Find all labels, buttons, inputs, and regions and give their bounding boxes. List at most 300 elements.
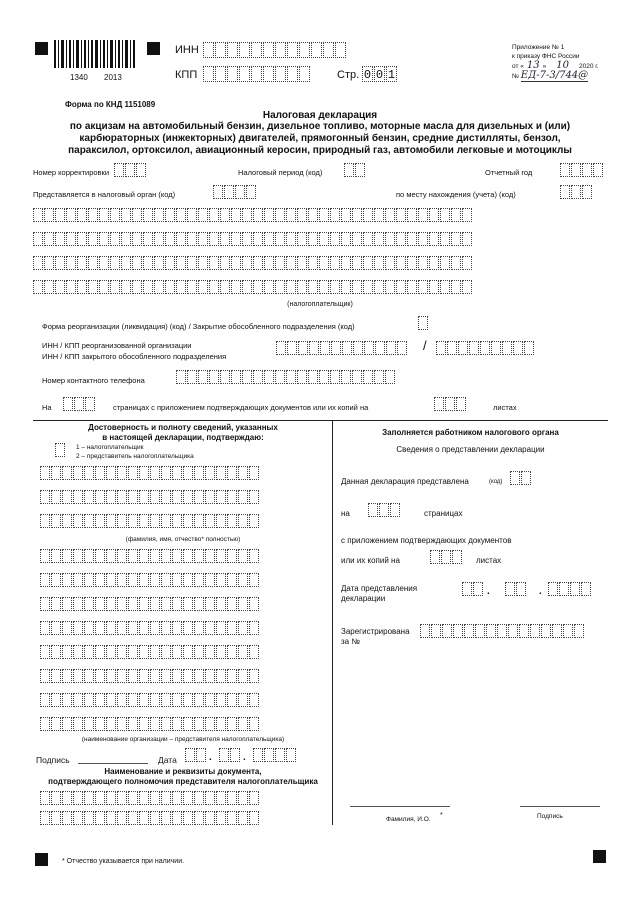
char-cell[interactable] bbox=[161, 466, 171, 480]
char-cell[interactable] bbox=[51, 645, 61, 659]
char-cell[interactable] bbox=[469, 341, 479, 355]
char-cell[interactable] bbox=[51, 490, 61, 504]
char-cell[interactable] bbox=[150, 811, 160, 825]
char-cell[interactable] bbox=[51, 621, 61, 635]
char-cell[interactable] bbox=[139, 549, 149, 563]
char-cell[interactable] bbox=[110, 256, 120, 270]
char-cell[interactable] bbox=[442, 624, 452, 638]
char-cell[interactable] bbox=[541, 624, 551, 638]
char-cell[interactable] bbox=[238, 490, 248, 504]
char-cell[interactable] bbox=[139, 573, 149, 587]
char-cell[interactable] bbox=[227, 669, 237, 683]
char-cell[interactable] bbox=[40, 514, 50, 528]
year-cells[interactable] bbox=[560, 163, 604, 177]
doc-row-1[interactable] bbox=[40, 791, 260, 805]
char-cell[interactable] bbox=[99, 256, 109, 270]
char-cell[interactable] bbox=[194, 466, 204, 480]
char-cell[interactable] bbox=[462, 208, 472, 222]
char-cell[interactable] bbox=[440, 256, 450, 270]
char-cell[interactable] bbox=[238, 645, 248, 659]
char-cell[interactable] bbox=[216, 621, 226, 635]
char-cell[interactable] bbox=[418, 280, 428, 294]
char-cell[interactable] bbox=[172, 597, 182, 611]
char-cell[interactable] bbox=[198, 280, 208, 294]
char-cell[interactable] bbox=[73, 791, 83, 805]
char-cell[interactable] bbox=[205, 717, 215, 731]
char-cell[interactable] bbox=[161, 549, 171, 563]
char-cell[interactable] bbox=[44, 280, 54, 294]
char-cell[interactable] bbox=[84, 514, 94, 528]
char-cell[interactable] bbox=[249, 621, 259, 635]
char-cell[interactable] bbox=[44, 232, 54, 246]
char-cell[interactable] bbox=[298, 341, 308, 355]
char-cell[interactable] bbox=[66, 256, 76, 270]
char-cell[interactable] bbox=[480, 341, 490, 355]
char-cell[interactable] bbox=[385, 208, 395, 222]
char-cell[interactable] bbox=[396, 232, 406, 246]
char-cell[interactable] bbox=[128, 791, 138, 805]
char-cell[interactable] bbox=[396, 208, 406, 222]
org-row-7[interactable] bbox=[40, 693, 260, 707]
char-cell[interactable] bbox=[352, 232, 362, 246]
char-cell[interactable] bbox=[62, 693, 72, 707]
char-cell[interactable] bbox=[172, 669, 182, 683]
char-cell[interactable] bbox=[161, 669, 171, 683]
char-cell[interactable] bbox=[249, 466, 259, 480]
char-cell[interactable] bbox=[249, 791, 259, 805]
char-cell[interactable] bbox=[309, 341, 319, 355]
char-cell[interactable] bbox=[99, 208, 109, 222]
char-cell[interactable] bbox=[62, 791, 72, 805]
char-cell[interactable] bbox=[253, 280, 263, 294]
char-cell[interactable] bbox=[106, 549, 116, 563]
char-cell[interactable] bbox=[77, 280, 87, 294]
char-cell[interactable] bbox=[451, 280, 461, 294]
char-cell[interactable] bbox=[150, 466, 160, 480]
char-cell[interactable] bbox=[209, 256, 219, 270]
char-cell[interactable] bbox=[150, 573, 160, 587]
taxpayer-row-3[interactable] bbox=[33, 256, 473, 270]
char-cell[interactable] bbox=[205, 669, 215, 683]
char-cell[interactable] bbox=[418, 232, 428, 246]
char-cell[interactable] bbox=[88, 280, 98, 294]
char-cell[interactable] bbox=[62, 717, 72, 731]
char-cell[interactable] bbox=[429, 232, 439, 246]
char-cell[interactable] bbox=[374, 280, 384, 294]
char-cell[interactable] bbox=[352, 280, 362, 294]
char-cell[interactable] bbox=[150, 514, 160, 528]
char-cell[interactable] bbox=[385, 232, 395, 246]
char-cell[interactable] bbox=[341, 232, 351, 246]
char-cell[interactable] bbox=[227, 514, 237, 528]
char-cell[interactable] bbox=[508, 624, 518, 638]
char-cell[interactable] bbox=[110, 208, 120, 222]
org-row-8[interactable] bbox=[40, 717, 260, 731]
char-cell[interactable] bbox=[106, 490, 116, 504]
char-cell[interactable] bbox=[242, 232, 252, 246]
char-cell[interactable] bbox=[150, 791, 160, 805]
char-cell[interactable] bbox=[491, 341, 501, 355]
char-cell[interactable] bbox=[453, 624, 463, 638]
correction-cells[interactable] bbox=[114, 163, 147, 177]
char-cell[interactable] bbox=[374, 256, 384, 270]
char-cell[interactable] bbox=[128, 549, 138, 563]
char-cell[interactable] bbox=[95, 490, 105, 504]
char-cell[interactable] bbox=[209, 370, 219, 384]
char-cell[interactable] bbox=[106, 597, 116, 611]
char-cell[interactable] bbox=[420, 624, 430, 638]
char-cell[interactable] bbox=[462, 280, 472, 294]
char-cell[interactable] bbox=[238, 791, 248, 805]
org-row-5[interactable] bbox=[40, 645, 260, 659]
char-cell[interactable] bbox=[187, 208, 197, 222]
char-cell[interactable] bbox=[128, 490, 138, 504]
char-cell[interactable] bbox=[216, 549, 226, 563]
char-cell[interactable] bbox=[84, 811, 94, 825]
char-cell[interactable] bbox=[62, 549, 72, 563]
char-cell[interactable] bbox=[95, 466, 105, 480]
char-cell[interactable] bbox=[176, 232, 186, 246]
char-cell[interactable] bbox=[386, 341, 396, 355]
char-cell[interactable] bbox=[374, 208, 384, 222]
char-cell[interactable] bbox=[429, 280, 439, 294]
char-cell[interactable] bbox=[275, 370, 285, 384]
char-cell[interactable] bbox=[242, 280, 252, 294]
char-cell[interactable] bbox=[40, 573, 50, 587]
char-cell[interactable] bbox=[117, 645, 127, 659]
registered-cells[interactable] bbox=[420, 624, 585, 638]
char-cell[interactable] bbox=[88, 208, 98, 222]
char-cell[interactable] bbox=[88, 232, 98, 246]
char-cell[interactable] bbox=[397, 341, 407, 355]
char-cell[interactable] bbox=[519, 624, 529, 638]
kpp-cells[interactable] bbox=[203, 66, 311, 82]
char-cell[interactable] bbox=[117, 549, 127, 563]
char-cell[interactable] bbox=[286, 370, 296, 384]
char-cell[interactable] bbox=[117, 597, 127, 611]
char-cell[interactable] bbox=[238, 549, 248, 563]
char-cell[interactable] bbox=[216, 573, 226, 587]
char-cell[interactable] bbox=[143, 208, 153, 222]
char-cell[interactable] bbox=[440, 232, 450, 246]
char-cell[interactable] bbox=[73, 549, 83, 563]
char-cell[interactable] bbox=[220, 280, 230, 294]
org-row-2[interactable] bbox=[40, 573, 260, 587]
char-cell[interactable] bbox=[462, 232, 472, 246]
char-cell[interactable] bbox=[363, 280, 373, 294]
char-cell[interactable] bbox=[194, 717, 204, 731]
char-cell[interactable] bbox=[40, 669, 50, 683]
char-cell[interactable] bbox=[227, 466, 237, 480]
char-cell[interactable] bbox=[73, 693, 83, 707]
char-cell[interactable] bbox=[227, 573, 237, 587]
char-cell[interactable] bbox=[363, 232, 373, 246]
char-cell[interactable] bbox=[363, 208, 373, 222]
char-cell[interactable] bbox=[458, 341, 468, 355]
char-cell[interactable] bbox=[161, 693, 171, 707]
char-cell[interactable] bbox=[110, 232, 120, 246]
char-cell[interactable] bbox=[231, 256, 241, 270]
char-cell[interactable] bbox=[161, 621, 171, 635]
sheets-cells[interactable] bbox=[434, 397, 467, 411]
char-cell[interactable] bbox=[451, 208, 461, 222]
char-cell[interactable] bbox=[121, 256, 131, 270]
inn-cells[interactable] bbox=[203, 42, 347, 58]
char-cell[interactable] bbox=[62, 573, 72, 587]
char-cell[interactable] bbox=[161, 514, 171, 528]
char-cell[interactable] bbox=[264, 208, 274, 222]
char-cell[interactable] bbox=[106, 573, 116, 587]
char-cell[interactable] bbox=[183, 621, 193, 635]
char-cell[interactable] bbox=[150, 621, 160, 635]
char-cell[interactable] bbox=[220, 370, 230, 384]
char-cell[interactable] bbox=[407, 280, 417, 294]
page-number-cells[interactable] bbox=[362, 66, 398, 82]
org-row-1[interactable] bbox=[40, 549, 260, 563]
copies-cells[interactable] bbox=[430, 550, 463, 564]
char-cell[interactable] bbox=[194, 645, 204, 659]
char-cell[interactable] bbox=[84, 621, 94, 635]
char-cell[interactable] bbox=[40, 490, 50, 504]
char-cell[interactable] bbox=[128, 466, 138, 480]
char-cell[interactable] bbox=[165, 232, 175, 246]
char-cell[interactable] bbox=[319, 280, 329, 294]
char-cell[interactable] bbox=[106, 669, 116, 683]
char-cell[interactable] bbox=[249, 645, 259, 659]
char-cell[interactable] bbox=[264, 370, 274, 384]
char-cell[interactable] bbox=[143, 256, 153, 270]
char-cell[interactable] bbox=[106, 514, 116, 528]
char-cell[interactable] bbox=[73, 597, 83, 611]
char-cell[interactable] bbox=[117, 490, 127, 504]
char-cell[interactable] bbox=[330, 256, 340, 270]
char-cell[interactable] bbox=[216, 645, 226, 659]
char-cell[interactable] bbox=[524, 341, 534, 355]
char-cell[interactable] bbox=[320, 341, 330, 355]
char-cell[interactable] bbox=[172, 549, 182, 563]
char-cell[interactable] bbox=[319, 370, 329, 384]
presented-code-cells[interactable] bbox=[510, 471, 532, 485]
char-cell[interactable] bbox=[84, 645, 94, 659]
char-cell[interactable] bbox=[62, 597, 72, 611]
char-cell[interactable] bbox=[319, 256, 329, 270]
char-cell[interactable] bbox=[172, 717, 182, 731]
char-cell[interactable] bbox=[55, 232, 65, 246]
char-cell[interactable] bbox=[62, 811, 72, 825]
char-cell[interactable] bbox=[238, 597, 248, 611]
char-cell[interactable] bbox=[77, 232, 87, 246]
char-cell[interactable] bbox=[62, 514, 72, 528]
char-cell[interactable] bbox=[51, 669, 61, 683]
char-cell[interactable] bbox=[172, 693, 182, 707]
char-cell[interactable] bbox=[287, 341, 297, 355]
char-cell[interactable] bbox=[66, 280, 76, 294]
char-cell[interactable] bbox=[66, 232, 76, 246]
char-cell[interactable] bbox=[308, 280, 318, 294]
char-cell[interactable] bbox=[110, 280, 120, 294]
char-cell[interactable] bbox=[308, 370, 318, 384]
char-cell[interactable] bbox=[502, 341, 512, 355]
char-cell[interactable] bbox=[227, 490, 237, 504]
char-cell[interactable] bbox=[183, 549, 193, 563]
char-cell[interactable] bbox=[513, 341, 523, 355]
char-cell[interactable] bbox=[77, 208, 87, 222]
pages-cells[interactable] bbox=[63, 397, 96, 411]
char-cell[interactable] bbox=[352, 370, 362, 384]
char-cell[interactable] bbox=[342, 341, 352, 355]
char-cell[interactable] bbox=[363, 256, 373, 270]
char-cell[interactable] bbox=[165, 256, 175, 270]
char-cell[interactable] bbox=[183, 514, 193, 528]
char-cell[interactable] bbox=[375, 341, 385, 355]
char-cell[interactable] bbox=[139, 514, 149, 528]
char-cell[interactable] bbox=[84, 549, 94, 563]
char-cell[interactable] bbox=[220, 208, 230, 222]
char-cell[interactable] bbox=[33, 232, 43, 246]
char-cell[interactable] bbox=[117, 514, 127, 528]
char-cell[interactable] bbox=[55, 208, 65, 222]
char-cell[interactable] bbox=[176, 370, 186, 384]
char-cell[interactable] bbox=[205, 549, 215, 563]
char-cell[interactable] bbox=[418, 256, 428, 270]
char-cell[interactable] bbox=[84, 791, 94, 805]
char-cell[interactable] bbox=[238, 717, 248, 731]
char-cell[interactable] bbox=[73, 645, 83, 659]
char-cell[interactable] bbox=[198, 232, 208, 246]
char-cell[interactable] bbox=[205, 597, 215, 611]
char-cell[interactable] bbox=[73, 811, 83, 825]
char-cell[interactable] bbox=[227, 645, 237, 659]
doc-row-2[interactable] bbox=[40, 811, 260, 825]
char-cell[interactable] bbox=[429, 208, 439, 222]
char-cell[interactable] bbox=[176, 208, 186, 222]
char-cell[interactable] bbox=[462, 256, 472, 270]
char-cell[interactable] bbox=[297, 280, 307, 294]
char-cell[interactable] bbox=[341, 256, 351, 270]
char-cell[interactable] bbox=[396, 280, 406, 294]
char-cell[interactable] bbox=[249, 549, 259, 563]
char-cell[interactable] bbox=[117, 669, 127, 683]
char-cell[interactable] bbox=[183, 466, 193, 480]
char-cell[interactable] bbox=[106, 645, 116, 659]
char-cell[interactable] bbox=[238, 514, 248, 528]
date-year-cells[interactable] bbox=[253, 748, 297, 762]
org-row-4[interactable] bbox=[40, 621, 260, 635]
char-cell[interactable] bbox=[286, 208, 296, 222]
char-cell[interactable] bbox=[194, 597, 204, 611]
char-cell[interactable] bbox=[297, 256, 307, 270]
char-cell[interactable] bbox=[161, 791, 171, 805]
char-cell[interactable] bbox=[341, 370, 351, 384]
char-cell[interactable] bbox=[106, 621, 116, 635]
char-cell[interactable] bbox=[95, 621, 105, 635]
reorg-inn-cells[interactable] bbox=[276, 341, 408, 355]
char-cell[interactable] bbox=[95, 811, 105, 825]
char-cell[interactable] bbox=[139, 811, 149, 825]
char-cell[interactable] bbox=[51, 573, 61, 587]
char-cell[interactable] bbox=[165, 208, 175, 222]
char-cell[interactable] bbox=[440, 280, 450, 294]
char-cell[interactable] bbox=[121, 208, 131, 222]
char-cell[interactable] bbox=[308, 256, 318, 270]
char-cell[interactable] bbox=[205, 573, 215, 587]
char-cell[interactable] bbox=[117, 573, 127, 587]
char-cell[interactable] bbox=[451, 256, 461, 270]
date-month-cells[interactable] bbox=[219, 748, 241, 762]
char-cell[interactable] bbox=[227, 549, 237, 563]
fio-row-2[interactable] bbox=[40, 490, 260, 504]
char-cell[interactable] bbox=[253, 232, 263, 246]
char-cell[interactable] bbox=[176, 256, 186, 270]
char-cell[interactable] bbox=[183, 811, 193, 825]
char-cell[interactable] bbox=[121, 232, 131, 246]
char-cell[interactable] bbox=[183, 717, 193, 731]
char-cell[interactable] bbox=[139, 717, 149, 731]
char-cell[interactable] bbox=[341, 280, 351, 294]
char-cell[interactable] bbox=[440, 208, 450, 222]
char-cell[interactable] bbox=[429, 256, 439, 270]
char-cell[interactable] bbox=[198, 208, 208, 222]
char-cell[interactable] bbox=[352, 208, 362, 222]
char-cell[interactable] bbox=[84, 490, 94, 504]
char-cell[interactable] bbox=[84, 693, 94, 707]
char-cell[interactable] bbox=[51, 549, 61, 563]
char-cell[interactable] bbox=[249, 811, 259, 825]
char-cell[interactable] bbox=[341, 208, 351, 222]
char-cell[interactable] bbox=[187, 370, 197, 384]
char-cell[interactable] bbox=[106, 791, 116, 805]
char-cell[interactable] bbox=[139, 693, 149, 707]
char-cell[interactable] bbox=[216, 811, 226, 825]
char-cell[interactable] bbox=[475, 624, 485, 638]
char-cell[interactable] bbox=[44, 208, 54, 222]
char-cell[interactable] bbox=[286, 256, 296, 270]
char-cell[interactable] bbox=[150, 597, 160, 611]
char-cell[interactable] bbox=[220, 256, 230, 270]
char-cell[interactable] bbox=[242, 370, 252, 384]
char-cell[interactable] bbox=[216, 514, 226, 528]
char-cell[interactable] bbox=[407, 256, 417, 270]
char-cell[interactable] bbox=[33, 208, 43, 222]
char-cell[interactable] bbox=[154, 256, 164, 270]
char-cell[interactable] bbox=[198, 256, 208, 270]
char-cell[interactable] bbox=[194, 669, 204, 683]
char-cell[interactable] bbox=[183, 597, 193, 611]
char-cell[interactable] bbox=[275, 232, 285, 246]
char-cell[interactable] bbox=[385, 256, 395, 270]
char-cell[interactable] bbox=[253, 370, 263, 384]
char-cell[interactable] bbox=[238, 669, 248, 683]
char-cell[interactable] bbox=[220, 232, 230, 246]
char-cell[interactable] bbox=[128, 573, 138, 587]
char-cell[interactable] bbox=[464, 624, 474, 638]
char-cell[interactable] bbox=[264, 280, 274, 294]
fio-row-3[interactable] bbox=[40, 514, 260, 528]
char-cell[interactable] bbox=[238, 466, 248, 480]
char-cell[interactable] bbox=[249, 717, 259, 731]
char-cell[interactable] bbox=[62, 490, 72, 504]
char-cell[interactable] bbox=[364, 341, 374, 355]
char-cell[interactable] bbox=[40, 645, 50, 659]
char-cell[interactable] bbox=[194, 573, 204, 587]
char-cell[interactable] bbox=[128, 645, 138, 659]
char-cell[interactable] bbox=[205, 791, 215, 805]
char-cell[interactable] bbox=[40, 693, 50, 707]
char-cell[interactable] bbox=[194, 490, 204, 504]
on-pages-cells[interactable] bbox=[368, 503, 401, 517]
char-cell[interactable] bbox=[238, 811, 248, 825]
char-cell[interactable] bbox=[227, 693, 237, 707]
